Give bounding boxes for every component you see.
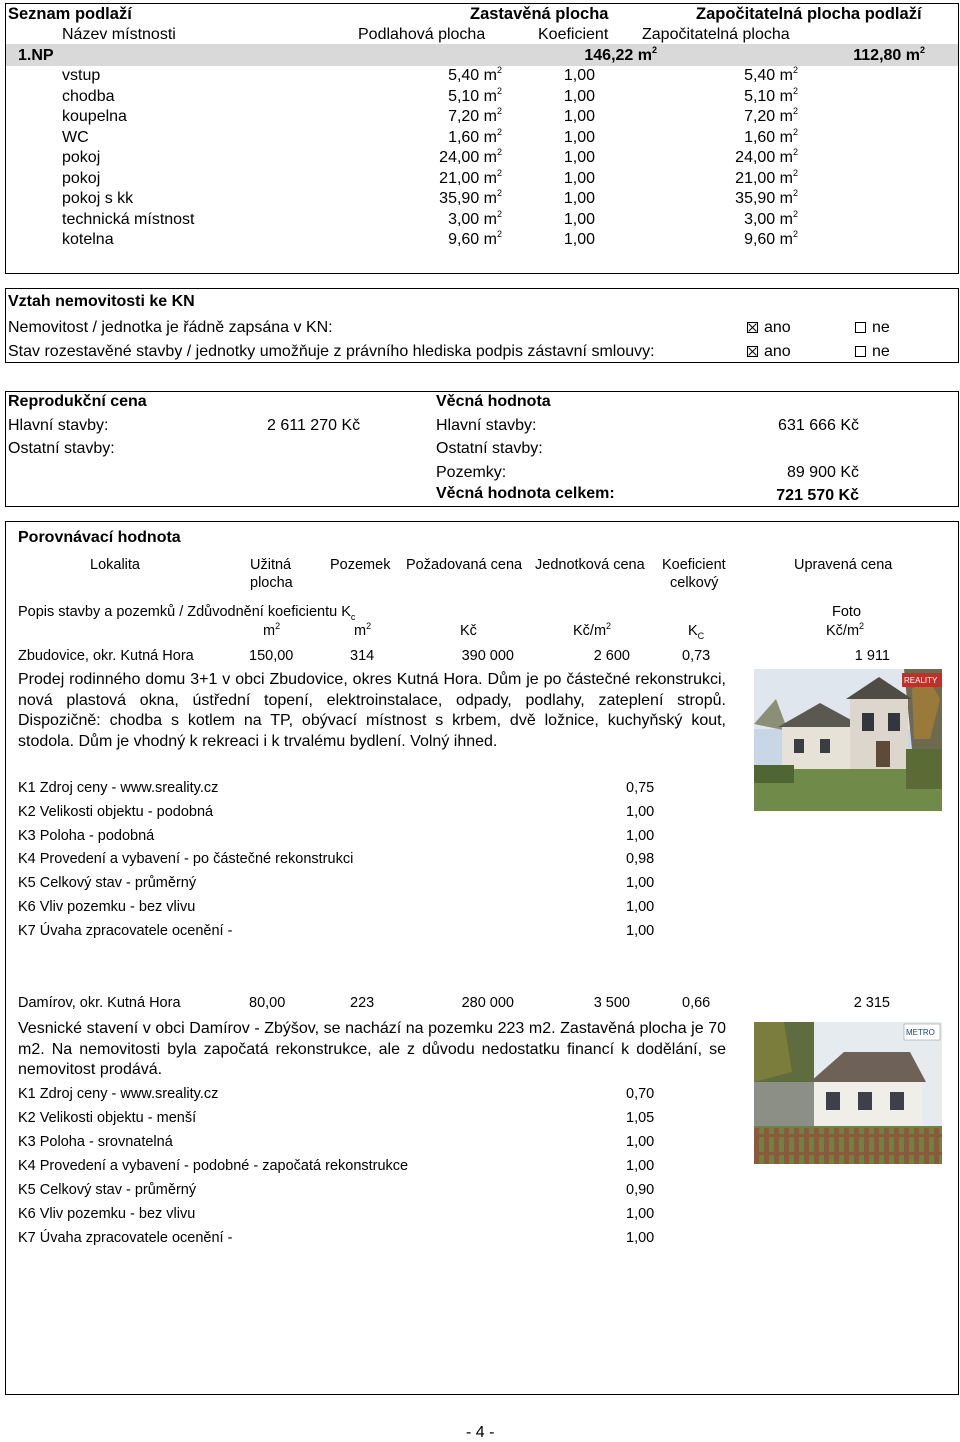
col-photo: Foto [832,604,862,620]
room-countable-area [660,231,798,249]
room-countable-area-value: 35,90 m [735,190,793,207]
room-floor-area-value: 1,60 m [448,128,497,146]
room-countable-area [660,126,798,147]
coefficient-label: K1 Zdroj ceny - www.sreality.cz [18,780,219,796]
coefficient-label: K2 Velikosti objektu - menší [18,1110,197,1126]
comp-useful-area: 150,00 [249,648,294,664]
coefficient-value: 1,00 [626,1134,655,1150]
unit-sup: 2 [792,85,798,96]
comp-asked-price: 390 000 [461,648,514,664]
coefficient-value: 0,70 [626,1086,655,1102]
kn-title: Vztah nemovitosti ke KN [8,293,195,310]
unit-sup: 2 [792,208,798,219]
comp-land: 314 [350,648,375,664]
room-countable-area-value: 7,20 m [744,108,793,125]
room-countable-area-value: 9,60 m [744,231,793,248]
room-countable-area [660,167,798,188]
coefficient-label: K3 Poloha - podobná [18,827,155,844]
kn-question-registered: Nemovitost / jednotka je řádně zapsána v KN: [8,319,333,336]
unit-adjusted-price: $Kč/m^2$ [826,621,865,639]
room-countable-area [660,190,798,208]
coefficient-label: K3 Poloha - srovnatelná [18,1134,173,1150]
comp-coefficient: 0,73 [682,648,711,664]
vecna-other-label: Ostatní stavby: [436,440,543,457]
room-name: koupelna [62,108,127,125]
room-countable-area [660,208,798,229]
floor-name: 1.NP [18,47,54,64]
col-location: Lokalita [90,557,140,573]
header-coefficient: Koeficient [538,26,609,43]
comp-useful-area: 80,00 [249,995,286,1011]
room-coefficient: 1,00 [563,149,595,166]
col-description: Popis stavby a pozemků / Zdůvodnění koeficientu $K_c$ [18,604,356,622]
house-photo-2-image [754,1022,942,1164]
property-photo-1[interactable] [754,669,942,811]
room-coefficient: 1,00 [563,108,595,125]
page-number: - 4 - [466,1424,495,1441]
room-floor-area [380,149,502,167]
col-land: Pozemek [330,557,391,573]
coefficient-value: 1,00 [626,803,655,820]
coefficient-value: 0,98 [626,851,655,868]
comp-unit-price: 3 500 [593,995,630,1011]
unit-sup: 2 [792,126,798,137]
coefficient-value: 0,90 [626,1182,655,1198]
unit-sup: 2 [496,126,502,137]
room-coefficient: 1,00 [563,87,595,105]
coefficient-label: K4 Provedení a vybavení - podobné - započatá rekonstrukce [18,1158,409,1174]
vecna-title: Věcná hodnota [436,393,551,410]
unit-sup: 2 [792,65,798,75]
coefficient-value: 1,00 [626,827,655,844]
unit-sup: 2 [496,147,502,157]
room-name: pokoj [62,149,101,166]
coefficient-value: 1,00 [626,1206,655,1222]
room-floor-area-value: 3,00 m [448,210,497,228]
checked-box-icon[interactable] [747,322,758,333]
repro-main-label: Hlavní stavby: [8,417,109,434]
property-photo-2[interactable] [754,1022,942,1164]
house-photo-1-image [754,669,942,811]
room-floor-area-value: 9,60 m [448,231,497,248]
total-value: 721 570 Kč [776,487,859,504]
coefficient-label: K4 Provedení a vybavení - po částečné rekonstrukci [18,851,354,868]
room-coefficient: 1,00 [563,210,595,228]
coefficient-label: K5 Celkový stav - průměrný [18,875,197,892]
unit-sup: 2 [496,188,502,198]
unit-land: $m^2$ [354,621,372,639]
room-countable-area-value: 5,10 m [744,87,793,105]
header-count-area: Započitatelná plocha [642,26,790,43]
kn-pledge-yes[interactable]: ano [747,343,791,361]
unit-sup: 2 [792,188,798,198]
room-countable-area [660,85,798,106]
room-floor-area [380,190,502,208]
room-countable-area-value: 24,00 m [735,149,793,166]
col-adjusted-price: Upravená cena [794,557,893,573]
header-countable-area: Započitatelná plocha podlaží [696,5,922,23]
coefficient-label: K1 Zdroj ceny - www.sreality.cz [18,1086,219,1102]
floor-built-area: 146,22 $m^2$ [584,45,657,64]
repro-main-value: 2 611 270 Kč [267,417,361,434]
comp-coefficient: 0,66 [682,995,711,1011]
comp-land: 223 [350,995,375,1011]
kn-pledge-no[interactable]: ne [855,343,890,361]
room-countable-area-value: 5,40 m [744,67,793,84]
room-countable-area-value: 1,60 m [744,128,793,146]
room-name: WC [62,128,89,146]
col-asked-price: Požadovaná cena [406,557,523,573]
unit-sup: 2 [792,229,798,239]
col-coefficient-1: Koeficient [662,557,726,573]
unit-useful-area: $m^2$ [263,621,281,639]
coefficient-label: K5 Celkový stav - průměrný [18,1182,197,1198]
col-coefficient-2: celkový [670,575,719,591]
room-name: kotelna [62,231,114,248]
room-floor-area [380,126,502,147]
unit-sup: 2 [792,106,798,116]
coefficient-value: 0,75 [626,780,655,796]
room-floor-area [380,108,502,126]
repro-other-label: Ostatní stavby: [8,440,115,457]
col-unit-price: Jednotková cena [535,557,645,573]
comp-unit-price: 2 600 [593,648,630,664]
unit-sup: 2 [496,106,502,116]
coefficient-label: K6 Vliv pozemku - bez vlivu [18,1206,196,1222]
header-floor-list: Seznam podlaží [8,5,132,23]
room-floor-area [380,231,502,249]
coefficient-value: 1,00 [626,922,655,939]
room-countable-area-value: 21,00 m [735,169,793,187]
room-coefficient: 1,00 [563,128,595,146]
coefficient-label: K2 Velikosti objektu - podobná [18,803,214,820]
room-countable-area [660,67,798,85]
col-useful-area-1: Užitná [250,557,292,573]
coefficient-value: 1,00 [626,1158,655,1174]
room-floor-area [380,167,502,188]
room-countable-area [660,108,798,126]
coefficient-label: K7 Úvaha zpracovatele ocenění - [18,922,233,939]
room-coefficient: 1,00 [563,169,595,187]
coefficient-label: K6 Vliv pozemku - bez vlivu [18,899,196,915]
room-countable-area-value: 3,00 m [744,210,793,228]
kn-registered-yes[interactable]: ano [747,319,791,337]
comp-asked-price: 280 000 [461,995,514,1011]
unit-sup: 2 [792,147,798,157]
comp-location: Damírov, okr. Kutná Hora [18,995,181,1011]
header-room-name: Název místnosti [62,26,176,43]
comp-location: Zbudovice, okr. Kutná Hora [18,648,194,664]
room-countable-area [660,149,798,167]
room-floor-area-value: 21,00 m [439,169,497,187]
coefficient-value: 1,00 [626,1230,655,1246]
unit-sup: 2 [496,208,502,219]
unchecked-box-icon[interactable] [855,346,866,357]
kn-question-pledge: Stav rozestavěné stavby / jednotky umožňuje z právního hlediska podpis zástavní smlouvy: [8,343,655,360]
room-floor-area [380,85,502,106]
comp-description: Prodej rodinného domu 3+1 v obci Zbudovice, okres Kutná Hora. Dům je po částečné rekonstrukci, nová plastová okna, ústřední topení, elektroinstalace, odpady, podlahy, zateplení stropů. Dispozičně: chodba s kotlem na TP, obývací místnost s krbem, dvě ložnice, kuchyňský kout, stodola. Dům je vhodný k rekreaci i k trvalému bydlení. Volný ihned. [18,671,726,750]
coefficient-value: 1,05 [626,1110,655,1126]
unchecked-box-icon[interactable] [855,322,866,333]
kn-registered-no[interactable]: ne [855,319,890,337]
checked-box-icon[interactable] [747,346,758,357]
room-name: chodba [62,87,115,105]
repro-title: Reprodukční cena [8,393,147,410]
room-name: pokoj s kk [62,190,134,207]
room-floor-area [380,208,502,229]
total-label: Věcná hodnota celkem: [436,485,615,502]
room-floor-area [380,67,502,85]
land-value: 89 900 Kč [786,464,859,481]
comp-adjusted-price: 2 315 [853,995,890,1011]
svg-text:METRO: METRO [906,1028,935,1037]
unit-sup: 2 [496,85,502,96]
comparison-title: Porovnávací hodnota [18,529,181,546]
comp-description: Vesnické stavení v obci Damírov - Zbýšov, se nachází na pozemku 223 m2. Zastavěná plocha je 70 m2. Na nemovitosti byla započatá rekonstrukce, ale z důvodu nedostatku financí k dodělání, se nemovitost prodává. [18,1020,726,1079]
vecna-main-value: 631 666 Kč [778,417,859,434]
unit-sup: 2 [496,229,502,239]
col-useful-area-2: plocha [250,575,293,591]
header-floor-area: Podlahová plocha [358,26,486,43]
header-built-area: Zastavěná plocha [470,5,609,23]
unit-asked-price: Kč [460,623,477,639]
unit-unit-price: $Kč/m^2$ [573,621,612,639]
room-name: pokoj [62,169,101,187]
room-coefficient: 1,00 [563,231,595,248]
unit-sup: 2 [792,167,798,178]
floor-countable-area: 112,80 $m^2$ [853,45,925,64]
coefficient-label: K7 Úvaha zpracovatele ocenění - [18,1230,233,1246]
comp-adjusted-price: 1 911 [854,648,890,664]
room-floor-area-value: 5,10 m [448,87,497,105]
coefficient-value: 1,00 [626,899,655,915]
land-label: Pozemky: [436,464,507,481]
vecna-main-label: Hlavní stavby: [436,417,537,434]
unit-sup: 2 [496,65,502,75]
room-floor-area-value: 24,00 m [439,149,497,166]
room-coefficient: 1,00 [563,190,595,207]
unit-sup: 2 [496,167,502,178]
unit-coefficient: $K_C$ [688,623,705,641]
room-name: technická místnost [62,210,195,228]
svg-text:REALITY: REALITY [904,676,938,685]
room-floor-area-value: 5,40 m [448,67,497,84]
room-floor-area-value: 35,90 m [439,190,497,207]
room-name: vstup [62,67,101,84]
coefficient-value: 1,00 [626,875,655,892]
room-floor-area-value: 7,20 m [448,108,497,125]
room-coefficient: 1,00 [563,67,595,84]
